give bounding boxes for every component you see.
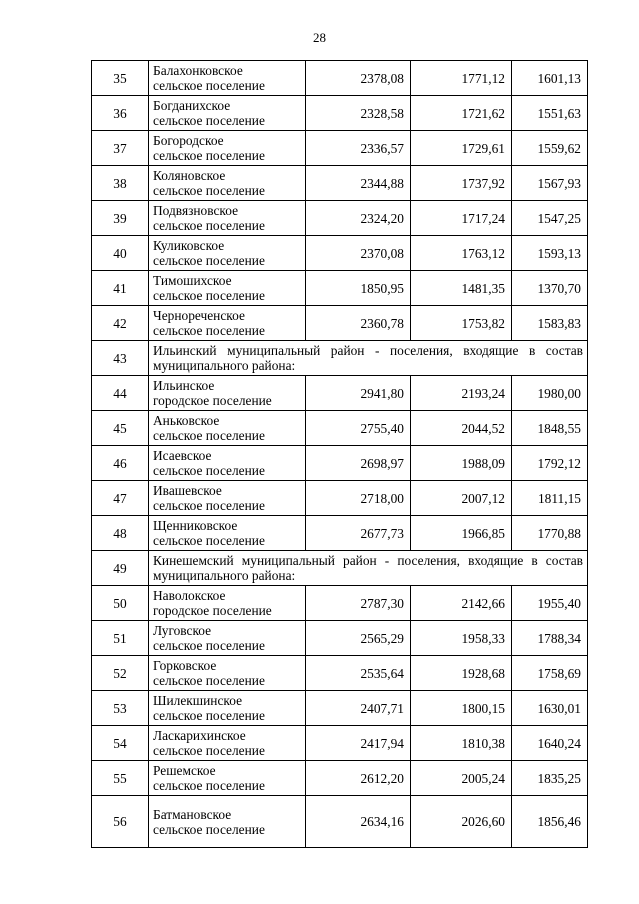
table-row — [92, 166, 588, 201]
table-row — [92, 481, 588, 516]
row-number-cell: 56 — [92, 796, 149, 848]
value-cell-2: 1800,15 — [411, 691, 512, 726]
table-section-row — [92, 551, 588, 586]
row-number-cell: 39 — [92, 201, 149, 236]
row-number-cell: 47 — [92, 481, 149, 516]
value-cell-3: 1856,46 — [512, 796, 588, 848]
value-cell-2: 2005,24 — [411, 761, 512, 796]
value-cell-1: 2324,20 — [306, 201, 411, 236]
value-cell-1: 2698,97 — [306, 446, 411, 481]
value-cell-1: 2344,88 — [306, 166, 411, 201]
settlement-name-cell: Подвязновское сельское поселение — [149, 201, 306, 236]
table-row — [92, 621, 588, 656]
value-cell-3: 1835,25 — [512, 761, 588, 796]
value-cell-1: 2565,29 — [306, 621, 411, 656]
value-cell-1: 2677,73 — [306, 516, 411, 551]
settlement-name-cell: Балахонковское сельское поселение — [149, 61, 306, 96]
settlement-name-cell: Луговское сельское поселение — [149, 621, 306, 656]
row-number-cell: 53 — [92, 691, 149, 726]
value-cell-2: 1988,09 — [411, 446, 512, 481]
value-cell-1: 2612,20 — [306, 761, 411, 796]
table-row — [92, 586, 588, 621]
value-cell-2: 1771,12 — [411, 61, 512, 96]
value-cell-3: 1601,13 — [512, 61, 588, 96]
page-number: 28 — [313, 30, 326, 45]
value-cell-3: 1640,24 — [512, 726, 588, 761]
value-cell-2: 2007,12 — [411, 481, 512, 516]
value-cell-1: 2336,57 — [306, 131, 411, 166]
table-row — [92, 236, 588, 271]
row-number-cell: 55 — [92, 761, 149, 796]
settlement-name-cell: Куликовское сельское поселение — [149, 236, 306, 271]
table-row — [92, 411, 588, 446]
value-cell-3: 1547,25 — [512, 201, 588, 236]
table-body — [92, 61, 588, 848]
table-row — [92, 271, 588, 306]
row-number-cell: 48 — [92, 516, 149, 551]
settlement-name-cell: Чернореченское сельское поселение — [149, 306, 306, 341]
settlement-name-cell: Щенниковское сельское поселение — [149, 516, 306, 551]
table-row — [92, 761, 588, 796]
value-cell-1: 2417,94 — [306, 726, 411, 761]
settlement-name-cell: Богородское сельское поселение — [149, 131, 306, 166]
value-cell-2: 1481,35 — [411, 271, 512, 306]
value-cell-1: 2535,64 — [306, 656, 411, 691]
value-cell-1: 2360,78 — [306, 306, 411, 341]
value-cell-3: 1770,88 — [512, 516, 588, 551]
value-cell-3: 1630,01 — [512, 691, 588, 726]
table-row — [92, 131, 588, 166]
table-row — [92, 726, 588, 761]
row-number-cell: 37 — [92, 131, 149, 166]
row-number-cell: 46 — [92, 446, 149, 481]
row-number-cell: 51 — [92, 621, 149, 656]
value-cell-2: 1810,38 — [411, 726, 512, 761]
value-cell-1: 2718,00 — [306, 481, 411, 516]
section-heading-cell: Ильинский муниципальный район - поселения, входящие в состав муниципального района: — [149, 341, 588, 376]
settlement-name-cell: Горковское сельское поселение — [149, 656, 306, 691]
table-row — [92, 516, 588, 551]
value-cell-1: 2378,08 — [306, 61, 411, 96]
table-row — [92, 96, 588, 131]
value-cell-2: 1717,24 — [411, 201, 512, 236]
value-cell-2: 2193,24 — [411, 376, 512, 411]
settlement-name-cell: Аньковское сельское поселение — [149, 411, 306, 446]
value-cell-1: 2787,30 — [306, 586, 411, 621]
table-row — [92, 61, 588, 96]
settlement-name-cell: Исаевское сельское поселение — [149, 446, 306, 481]
table-row — [92, 796, 588, 848]
row-number-cell: 40 — [92, 236, 149, 271]
value-cell-1: 2755,40 — [306, 411, 411, 446]
value-cell-1: 2941,80 — [306, 376, 411, 411]
value-cell-1: 2328,58 — [306, 96, 411, 131]
value-cell-2: 1966,85 — [411, 516, 512, 551]
settlement-name-cell: Решемское сельское поселение — [149, 761, 306, 796]
value-cell-2: 1753,82 — [411, 306, 512, 341]
table-row — [92, 691, 588, 726]
value-cell-1: 2634,16 — [306, 796, 411, 848]
value-cell-3: 1758,69 — [512, 656, 588, 691]
value-cell-2: 2026,60 — [411, 796, 512, 848]
settlement-name-cell: Шилекшинское сельское поселение — [149, 691, 306, 726]
row-number-cell: 43 — [92, 341, 149, 376]
row-number-cell: 35 — [92, 61, 149, 96]
value-cell-3: 1980,00 — [512, 376, 588, 411]
value-cell-3: 1811,15 — [512, 481, 588, 516]
row-number-cell: 49 — [92, 551, 149, 586]
table-row — [92, 201, 588, 236]
table-row — [92, 376, 588, 411]
value-cell-2: 1763,12 — [411, 236, 512, 271]
table-row — [92, 656, 588, 691]
value-cell-2: 1958,33 — [411, 621, 512, 656]
value-cell-3: 1848,55 — [512, 411, 588, 446]
settlement-name-cell: Богданихское сельское поселение — [149, 96, 306, 131]
value-cell-3: 1788,34 — [512, 621, 588, 656]
row-number-cell: 54 — [92, 726, 149, 761]
row-number-cell: 45 — [92, 411, 149, 446]
row-number-cell: 41 — [92, 271, 149, 306]
value-cell-3: 1583,83 — [512, 306, 588, 341]
table-row — [92, 446, 588, 481]
value-cell-3: 1559,62 — [512, 131, 588, 166]
settlement-name-cell: Коляновское сельское поселение — [149, 166, 306, 201]
table-section-row — [92, 341, 588, 376]
row-number-cell: 44 — [92, 376, 149, 411]
value-cell-3: 1567,93 — [512, 166, 588, 201]
value-cell-1: 2407,71 — [306, 691, 411, 726]
value-cell-3: 1955,40 — [512, 586, 588, 621]
settlement-name-cell: Ильинское городское поселение — [149, 376, 306, 411]
value-cell-3: 1551,63 — [512, 96, 588, 131]
settlement-name-cell: Тимошихское сельское поселение — [149, 271, 306, 306]
value-cell-1: 2370,08 — [306, 236, 411, 271]
section-heading-cell: Кинешемский муниципальный район - поселения, входящие в состав муниципального района: — [149, 551, 588, 586]
value-cell-2: 2142,66 — [411, 586, 512, 621]
value-cell-1: 1850,95 — [306, 271, 411, 306]
row-number-cell: 42 — [92, 306, 149, 341]
value-cell-3: 1370,70 — [512, 271, 588, 306]
value-cell-3: 1593,13 — [512, 236, 588, 271]
value-cell-2: 1737,92 — [411, 166, 512, 201]
row-number-cell: 38 — [92, 166, 149, 201]
value-cell-2: 2044,52 — [411, 411, 512, 446]
value-cell-2: 1721,62 — [411, 96, 512, 131]
settlement-name-cell: Ласкарихинское сельское поселение — [149, 726, 306, 761]
settlement-name-cell: Ивашевское сельское поселение — [149, 481, 306, 516]
row-number-cell: 36 — [92, 96, 149, 131]
settlement-name-cell: Наволокское городское поселение — [149, 586, 306, 621]
value-cell-2: 1729,61 — [411, 131, 512, 166]
value-cell-3: 1792,12 — [512, 446, 588, 481]
table-row — [92, 306, 588, 341]
row-number-cell: 52 — [92, 656, 149, 691]
tariff-table — [91, 60, 588, 848]
settlement-name-cell: Батмановское сельское поселение — [149, 796, 306, 848]
value-cell-2: 1928,68 — [411, 656, 512, 691]
row-number-cell: 50 — [92, 586, 149, 621]
